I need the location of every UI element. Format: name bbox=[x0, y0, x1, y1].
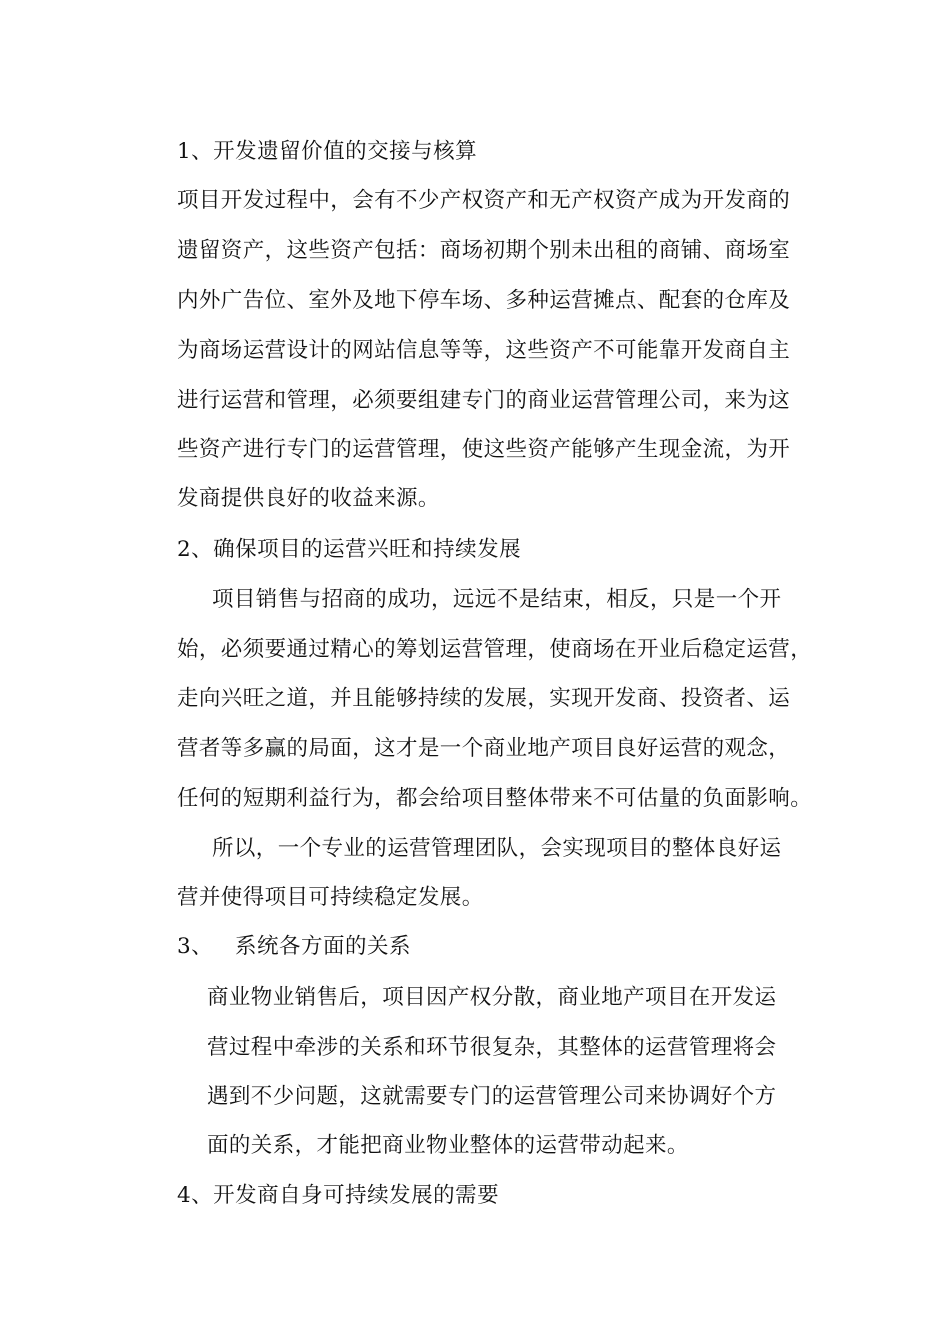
section-1-line: 些资产进行专门的运营管理，使这些资产能够产生现金流，为开 bbox=[177, 437, 791, 462]
section-3-heading bbox=[177, 932, 411, 962]
section-3-heading-text: 系统各方面的关系 bbox=[235, 934, 412, 959]
section-1-line: 发商提供良好的收益来源。 bbox=[177, 486, 440, 511]
section-2-line: 营并使得项目可持续稳定发展。 bbox=[177, 885, 484, 910]
section-2-line: 走向兴旺之道，并且能够持续的发展，实现开发商、投资者、运 bbox=[177, 686, 791, 711]
section-2-heading: 2、确保项目的运营兴旺和持续发展 bbox=[177, 537, 522, 562]
section-1-line: 项目开发过程中，会有不少产权资产和无产权资产成为开发商的 bbox=[177, 188, 791, 213]
section-1-line: 遗留资产，这些资产包括：商场初期个别未出租的商铺、商场室 bbox=[177, 238, 791, 263]
section-3-heading-number: 3、 bbox=[177, 934, 214, 959]
section-3-line: 遇到不少问题，这就需要专门的运营管理公司来协调好个方 bbox=[207, 1084, 777, 1109]
section-4-heading: 4、开发商自身可持续发展的需要 bbox=[177, 1183, 500, 1208]
section-2-line: 项目销售与招商的成功，远远不是结束，相反，只是一个开 bbox=[212, 587, 782, 612]
section-2-line: 任何的短期利益行为，都会给项目整体带来不可估量的负面影响。 bbox=[177, 786, 813, 811]
section-3-line: 商业物业销售后，项目因产权分散，商业地产项目在开发运 bbox=[207, 985, 777, 1010]
section-2-line: 所以，一个专业的运营管理团队，会实现项目的整体良好运 bbox=[212, 836, 782, 861]
section-1-line: 进行运营和管理，必须要组建专门的商业运营管理公司，来为这 bbox=[177, 388, 791, 413]
section-1-heading: 1、开发遗留价值的交接与核算 bbox=[177, 139, 478, 164]
section-3-line: 营过程中牵涉的关系和环节很复杂，其整体的运营管理将会 bbox=[207, 1035, 777, 1060]
section-2-line: 始，必须要通过精心的筹划运营管理，使商场在开业后稳定运营， bbox=[177, 637, 813, 662]
section-1-line: 内外广告位、室外及地下停车场、多种运营摊点、配套的仓库及 bbox=[177, 288, 791, 313]
section-1-line: 为商场运营设计的网站信息等等，这些资产不可能靠开发商自主 bbox=[177, 338, 791, 363]
section-2-line: 营者等多赢的局面，这才是一个商业地产项目良好运营的观念， bbox=[177, 736, 791, 761]
section-3-line: 面的关系，才能把商业物业整体的运营带动起来。 bbox=[207, 1133, 689, 1158]
